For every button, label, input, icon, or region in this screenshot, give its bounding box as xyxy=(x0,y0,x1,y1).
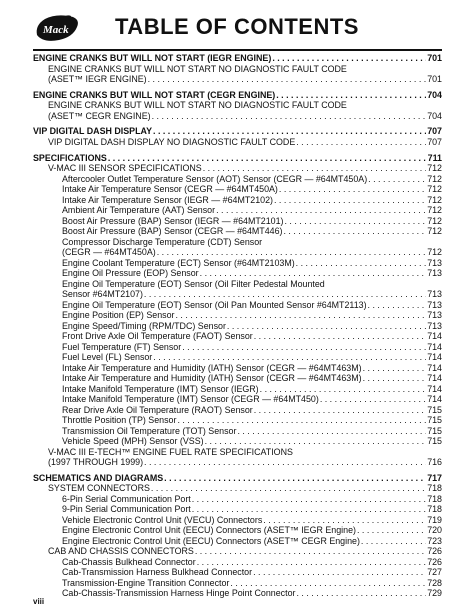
toc-page-number: 712 xyxy=(427,194,442,205)
toc-entry-label: Engine Electronic Control Unit (EECU) Connectors (ASET™ CEGR Engine) xyxy=(62,535,360,546)
toc-entry-label: Boost Air Pressure (BAP) Sensor (IEGR — #64MT2101) xyxy=(62,215,284,226)
toc-page-number: 711 xyxy=(427,152,442,163)
toc-page-number: 726 xyxy=(427,556,442,567)
toc-entry-label: Transmission-Engine Transition Connector xyxy=(62,577,230,588)
toc-dot-leader xyxy=(296,588,426,599)
toc-entry-label: (1997 THROUGH 1999) xyxy=(48,457,144,468)
toc-entry-label: Vehicle Speed (MPH) Sensor (VSS) xyxy=(62,436,204,447)
toc-entry[interactable] xyxy=(33,237,442,248)
toc-dot-leader xyxy=(200,268,427,279)
toc-dot-leader xyxy=(237,426,426,437)
toc-entry-label: Sensor #64MT2107) xyxy=(62,289,143,300)
toc-entry[interactable] xyxy=(33,174,442,185)
toc-entry-label: SYSTEM CONNECTORS xyxy=(48,483,150,494)
toc-entry-label: Engine Oil Pressure (EOP) Sensor xyxy=(62,268,199,279)
toc-entry-label: SPECIFICATIONS xyxy=(33,152,107,163)
toc-entry[interactable] xyxy=(33,504,442,515)
toc-entry[interactable] xyxy=(33,384,442,395)
toc-dot-leader xyxy=(284,216,426,227)
toc-page-number: 715 xyxy=(427,436,442,447)
toc-entry-label: Fuel Level (FL) Sensor xyxy=(62,352,153,363)
page-header xyxy=(0,0,474,52)
toc-entry-label: Intake Air Temperature Sensor (IEGR — #64MT2102) xyxy=(62,194,273,205)
toc-entry[interactable] xyxy=(33,195,442,206)
toc-entry[interactable] xyxy=(33,405,442,416)
toc-entry-label: Vehicle Electronic Control Unit (VECU) Connectors xyxy=(62,514,263,525)
toc-entry-label: Cab-Chassis-Transmission Harness Hinge Point Connector xyxy=(62,588,296,599)
toc-page-number: 713 xyxy=(427,310,442,321)
toc-entry-label: Intake Air Temperature Sensor (CEGR — #64MT450A) xyxy=(62,184,278,195)
toc-dot-leader xyxy=(195,546,426,557)
toc-dot-leader xyxy=(368,174,426,185)
toc-entry-label: Engine Oil Temperature (EOT) Sensor (Oil Pan Mounted Sensor #64MT2113) xyxy=(62,299,367,310)
toc-entry[interactable] xyxy=(33,447,442,458)
toc-section-heading[interactable] xyxy=(33,126,442,137)
toc-page-number: 713 xyxy=(427,320,442,331)
toc-page-number: 723 xyxy=(427,535,442,546)
toc-entry[interactable] xyxy=(33,415,442,426)
toc-dot-leader xyxy=(203,163,426,174)
toc-entry[interactable] xyxy=(33,515,442,526)
toc-entry[interactable] xyxy=(33,436,442,447)
toc-dot-leader xyxy=(296,137,426,148)
table-of-contents xyxy=(33,53,442,599)
toc-page-number: 714 xyxy=(427,373,442,384)
toc-entry-label: Ambient Air Temperature (AAT) Sensor xyxy=(62,205,216,216)
toc-page-number: 726 xyxy=(427,546,442,557)
toc-page-number: 707 xyxy=(427,126,442,137)
toc-page-number: 728 xyxy=(427,577,442,588)
toc-entry[interactable] xyxy=(33,226,442,237)
toc-entry[interactable] xyxy=(33,64,442,75)
toc-entry-label: Intake Manifold Temperature (IMT) Sensor (CEGR — #64MT450) xyxy=(62,394,319,405)
toc-entry-label: Aftercooler Outlet Temperature Sensor (AOT) Sensor (CEGR — #64MT450A) xyxy=(62,173,368,184)
toc-entry-label: CAB AND CHASSIS CONNECTORS xyxy=(48,546,194,557)
toc-page-number: 715 xyxy=(427,425,442,436)
toc-page-number: 715 xyxy=(427,415,442,426)
toc-entry-label: Intake Air Temperature and Humidity (IATH) Sensor (CEGR — #64MT463M) xyxy=(62,362,362,373)
toc-dot-leader xyxy=(216,205,426,216)
toc-entry-label: ENGINE CRANKS BUT WILL NOT START NO DIAGNOSTIC FAULT CODE xyxy=(48,100,347,111)
toc-entry-label: Throttle Position (TP) Sensor xyxy=(62,415,177,426)
toc-entry[interactable] xyxy=(33,300,442,311)
toc-dot-leader xyxy=(177,415,426,426)
toc-dot-leader xyxy=(357,525,426,536)
toc-page-number: 718 xyxy=(427,483,442,494)
toc-entry[interactable] xyxy=(33,426,442,437)
toc-page-number: 712 xyxy=(427,215,442,226)
toc-dot-leader xyxy=(164,473,426,484)
toc-entry[interactable] xyxy=(33,279,442,290)
toc-entry-label: VIP DIGITAL DASH DISPLAY NO DIAGNOSTIC FAULT CODE xyxy=(48,136,296,147)
toc-dot-leader xyxy=(151,483,426,494)
toc-dot-leader xyxy=(254,331,426,342)
toc-page-number: 704 xyxy=(427,89,442,100)
toc-section-heading[interactable] xyxy=(33,90,442,101)
toc-dot-leader xyxy=(368,300,427,311)
toc-dot-leader xyxy=(320,394,426,405)
toc-entry-label: Engine Speed/Timing (RPM/TDC) Sensor xyxy=(62,320,226,331)
toc-entry-label: Transmission Oil Temperature (TOT) Sensor xyxy=(62,425,237,436)
toc-page-number: 714 xyxy=(427,341,442,352)
toc-page-number: 716 xyxy=(427,457,442,468)
toc-entry[interactable] xyxy=(33,483,442,494)
toc-entry[interactable] xyxy=(33,494,442,505)
toc-entry-label: Engine Oil Temperature (EOT) Sensor (Oil Filter Pedestal Mounted xyxy=(62,278,325,289)
toc-dot-leader xyxy=(263,515,426,526)
toc-entry[interactable] xyxy=(33,363,442,374)
toc-entry[interactable] xyxy=(33,137,442,148)
toc-dot-leader xyxy=(153,352,426,363)
toc-entry-label: Compressor Discharge Temperature (CDT) Sensor xyxy=(62,236,263,247)
page-title: TABLE OF CONTENTS xyxy=(115,14,359,39)
svg-text:Mack: Mack xyxy=(43,24,69,36)
toc-dot-leader xyxy=(175,310,426,321)
toc-section-heading[interactable] xyxy=(33,153,442,164)
toc-dot-leader xyxy=(152,111,427,122)
toc-entry[interactable] xyxy=(33,525,442,536)
toc-entry-label: Front Drive Axle Oil Temperature (FAOT) Sensor xyxy=(62,331,253,342)
toc-section-heading[interactable] xyxy=(33,53,442,64)
toc-dot-leader xyxy=(296,258,427,269)
toc-entry[interactable] xyxy=(33,289,442,300)
toc-page-number: 714 xyxy=(427,362,442,373)
toc-entry-label: 6-Pin Serial Communication Port xyxy=(62,493,191,504)
toc-entry-label: V-MAC III E-TECH™ ENGINE FUEL RATE SPECIFICATIONS xyxy=(48,446,293,457)
toc-page-number: 712 xyxy=(427,163,442,174)
toc-page-number: 715 xyxy=(427,404,442,415)
toc-entry-label: V-MAC III SENSOR SPECIFICATIONS xyxy=(48,163,202,174)
toc-entry[interactable] xyxy=(33,342,442,353)
toc-page-number: 701 xyxy=(427,53,442,63)
toc-page-number: 718 xyxy=(427,504,442,515)
toc-dot-leader xyxy=(182,342,426,353)
toc-entry[interactable] xyxy=(33,373,442,384)
toc-entry[interactable] xyxy=(33,100,442,111)
toc-entry-label: 9-Pin Serial Communication Port xyxy=(62,504,191,515)
toc-entry-label: (ASET™ CEGR ENGINE) xyxy=(48,110,151,121)
toc-page-number: 714 xyxy=(427,331,442,342)
toc-entry[interactable] xyxy=(33,557,442,568)
toc-dot-leader xyxy=(230,578,426,589)
toc-entry[interactable] xyxy=(33,268,442,279)
toc-entry-label: (ASET™ IEGR ENGINE) xyxy=(48,74,147,84)
toc-page-number: 719 xyxy=(427,514,442,525)
toc-page-number: 712 xyxy=(427,205,442,216)
toc-dot-leader xyxy=(157,247,426,258)
toc-dot-leader xyxy=(254,405,426,416)
toc-page-number: 712 xyxy=(427,173,442,184)
toc-dot-leader xyxy=(279,184,426,195)
toc-entry-label: ENGINE CRANKS BUT WILL NOT START NO DIAGNOSTIC FAULT CODE xyxy=(48,63,347,74)
toc-dot-leader xyxy=(363,363,427,374)
toc-entry-label: Cab-Chassis Bulkhead Connector xyxy=(62,556,196,567)
toc-entry-label: Intake Manifold Temperature (IMT) Sensor (IEGR) xyxy=(62,383,259,394)
toc-dot-leader xyxy=(192,494,426,505)
toc-entry[interactable] xyxy=(33,578,442,589)
toc-page-number: 712 xyxy=(427,247,442,258)
toc-dot-leader xyxy=(144,457,426,468)
toc-entry-label: (CEGR — #64MT450A) xyxy=(62,247,156,258)
toc-entry-label: VIP DIGITAL DASH DISPLAY xyxy=(33,126,153,137)
toc-entry[interactable] xyxy=(33,394,442,405)
title-divider xyxy=(33,49,442,51)
toc-dot-leader xyxy=(144,289,426,300)
toc-dot-leader xyxy=(361,536,426,547)
toc-entry[interactable] xyxy=(33,216,442,227)
toc-entry-label: Engine Position (EP) Sensor xyxy=(62,310,175,321)
toc-page-number: 713 xyxy=(427,257,442,268)
toc-dot-leader xyxy=(205,436,427,447)
toc-dot-leader xyxy=(272,53,426,64)
toc-page-number: 713 xyxy=(427,299,442,310)
toc-section-heading[interactable] xyxy=(33,473,442,484)
toc-page-number: 713 xyxy=(427,289,442,300)
toc-entry[interactable] xyxy=(33,111,442,122)
toc-dot-leader xyxy=(153,126,426,137)
toc-page-number: 701 xyxy=(427,74,442,84)
page-number: viii xyxy=(33,597,45,606)
toc-page-number: 712 xyxy=(427,184,442,195)
toc-page-number: 720 xyxy=(427,525,442,536)
toc-page-number: 714 xyxy=(427,383,442,394)
toc-dot-leader xyxy=(260,384,427,395)
toc-entry-label: Intake Air Temperature and Humidity (IATH) Sensor (CEGR — #64MT463M) xyxy=(62,373,362,384)
toc-dot-leader xyxy=(283,226,426,237)
toc-entry-label: Cab-Transmission Harness Bulkhead Connector xyxy=(62,567,253,578)
toc-dot-leader xyxy=(363,373,427,384)
toc-entry[interactable] xyxy=(33,205,442,216)
toc-entry[interactable] xyxy=(33,352,442,363)
toc-page-number: 718 xyxy=(427,493,442,504)
toc-page-number: 717 xyxy=(427,472,442,483)
toc-dot-leader xyxy=(227,321,426,332)
toc-dot-leader xyxy=(276,90,426,101)
toc-entry-label: ENGINE CRANKS BUT WILL NOT START (CEGR ENGINE) xyxy=(33,89,276,100)
toc-entry-label: Boost Air Pressure (BAP) Sensor (CEGR — #64MT446) xyxy=(62,226,283,237)
toc-entry[interactable] xyxy=(33,163,442,174)
toc-page-number: 713 xyxy=(427,268,442,279)
toc-page-number: 714 xyxy=(427,394,442,405)
toc-dot-leader xyxy=(274,195,426,206)
toc-dot-leader xyxy=(108,153,427,164)
toc-page-number: 729 xyxy=(427,588,442,599)
toc-entry-label: SCHEMATICS AND DIAGRAMS xyxy=(33,472,164,483)
toc-entry[interactable] xyxy=(33,74,442,85)
toc-entry-label: Fuel Temperature (FT) Sensor xyxy=(62,341,182,352)
toc-entry-label: Rear Drive Axle Oil Temperature (RAOT) Sensor xyxy=(62,404,253,415)
toc-page-number: 704 xyxy=(427,110,442,121)
toc-entry-label: Engine Coolant Temperature (ECT) Sensor (#64MT2103M) xyxy=(62,257,295,268)
toc-entry[interactable] xyxy=(33,247,442,258)
mack-logo xyxy=(33,13,81,43)
toc-entry[interactable] xyxy=(33,536,442,547)
toc-entry[interactable] xyxy=(33,321,442,332)
toc-entry[interactable] xyxy=(33,310,442,321)
toc-page-number: 707 xyxy=(427,136,442,147)
toc-dot-leader xyxy=(253,567,426,578)
toc-entry[interactable] xyxy=(33,588,442,599)
toc-entry[interactable] xyxy=(33,258,442,269)
toc-entry-label: ENGINE CRANKS BUT WILL NOT START (IEGR ENGINE) xyxy=(33,53,272,63)
toc-dot-leader xyxy=(192,504,426,515)
toc-page-number: 712 xyxy=(427,226,442,237)
toc-entry[interactable] xyxy=(33,331,442,342)
toc-entry[interactable] xyxy=(33,184,442,195)
toc-entry-label: Engine Electronic Control Unit (EECU) Connectors (ASET™ IEGR Engine) xyxy=(62,525,356,536)
toc-page-number: 727 xyxy=(427,567,442,578)
toc-entry[interactable] xyxy=(33,546,442,557)
toc-entry[interactable] xyxy=(33,567,442,578)
toc-dot-leader xyxy=(148,74,427,85)
toc-entry[interactable] xyxy=(33,457,442,468)
toc-page-number: 714 xyxy=(427,352,442,363)
toc-dot-leader xyxy=(197,557,426,568)
